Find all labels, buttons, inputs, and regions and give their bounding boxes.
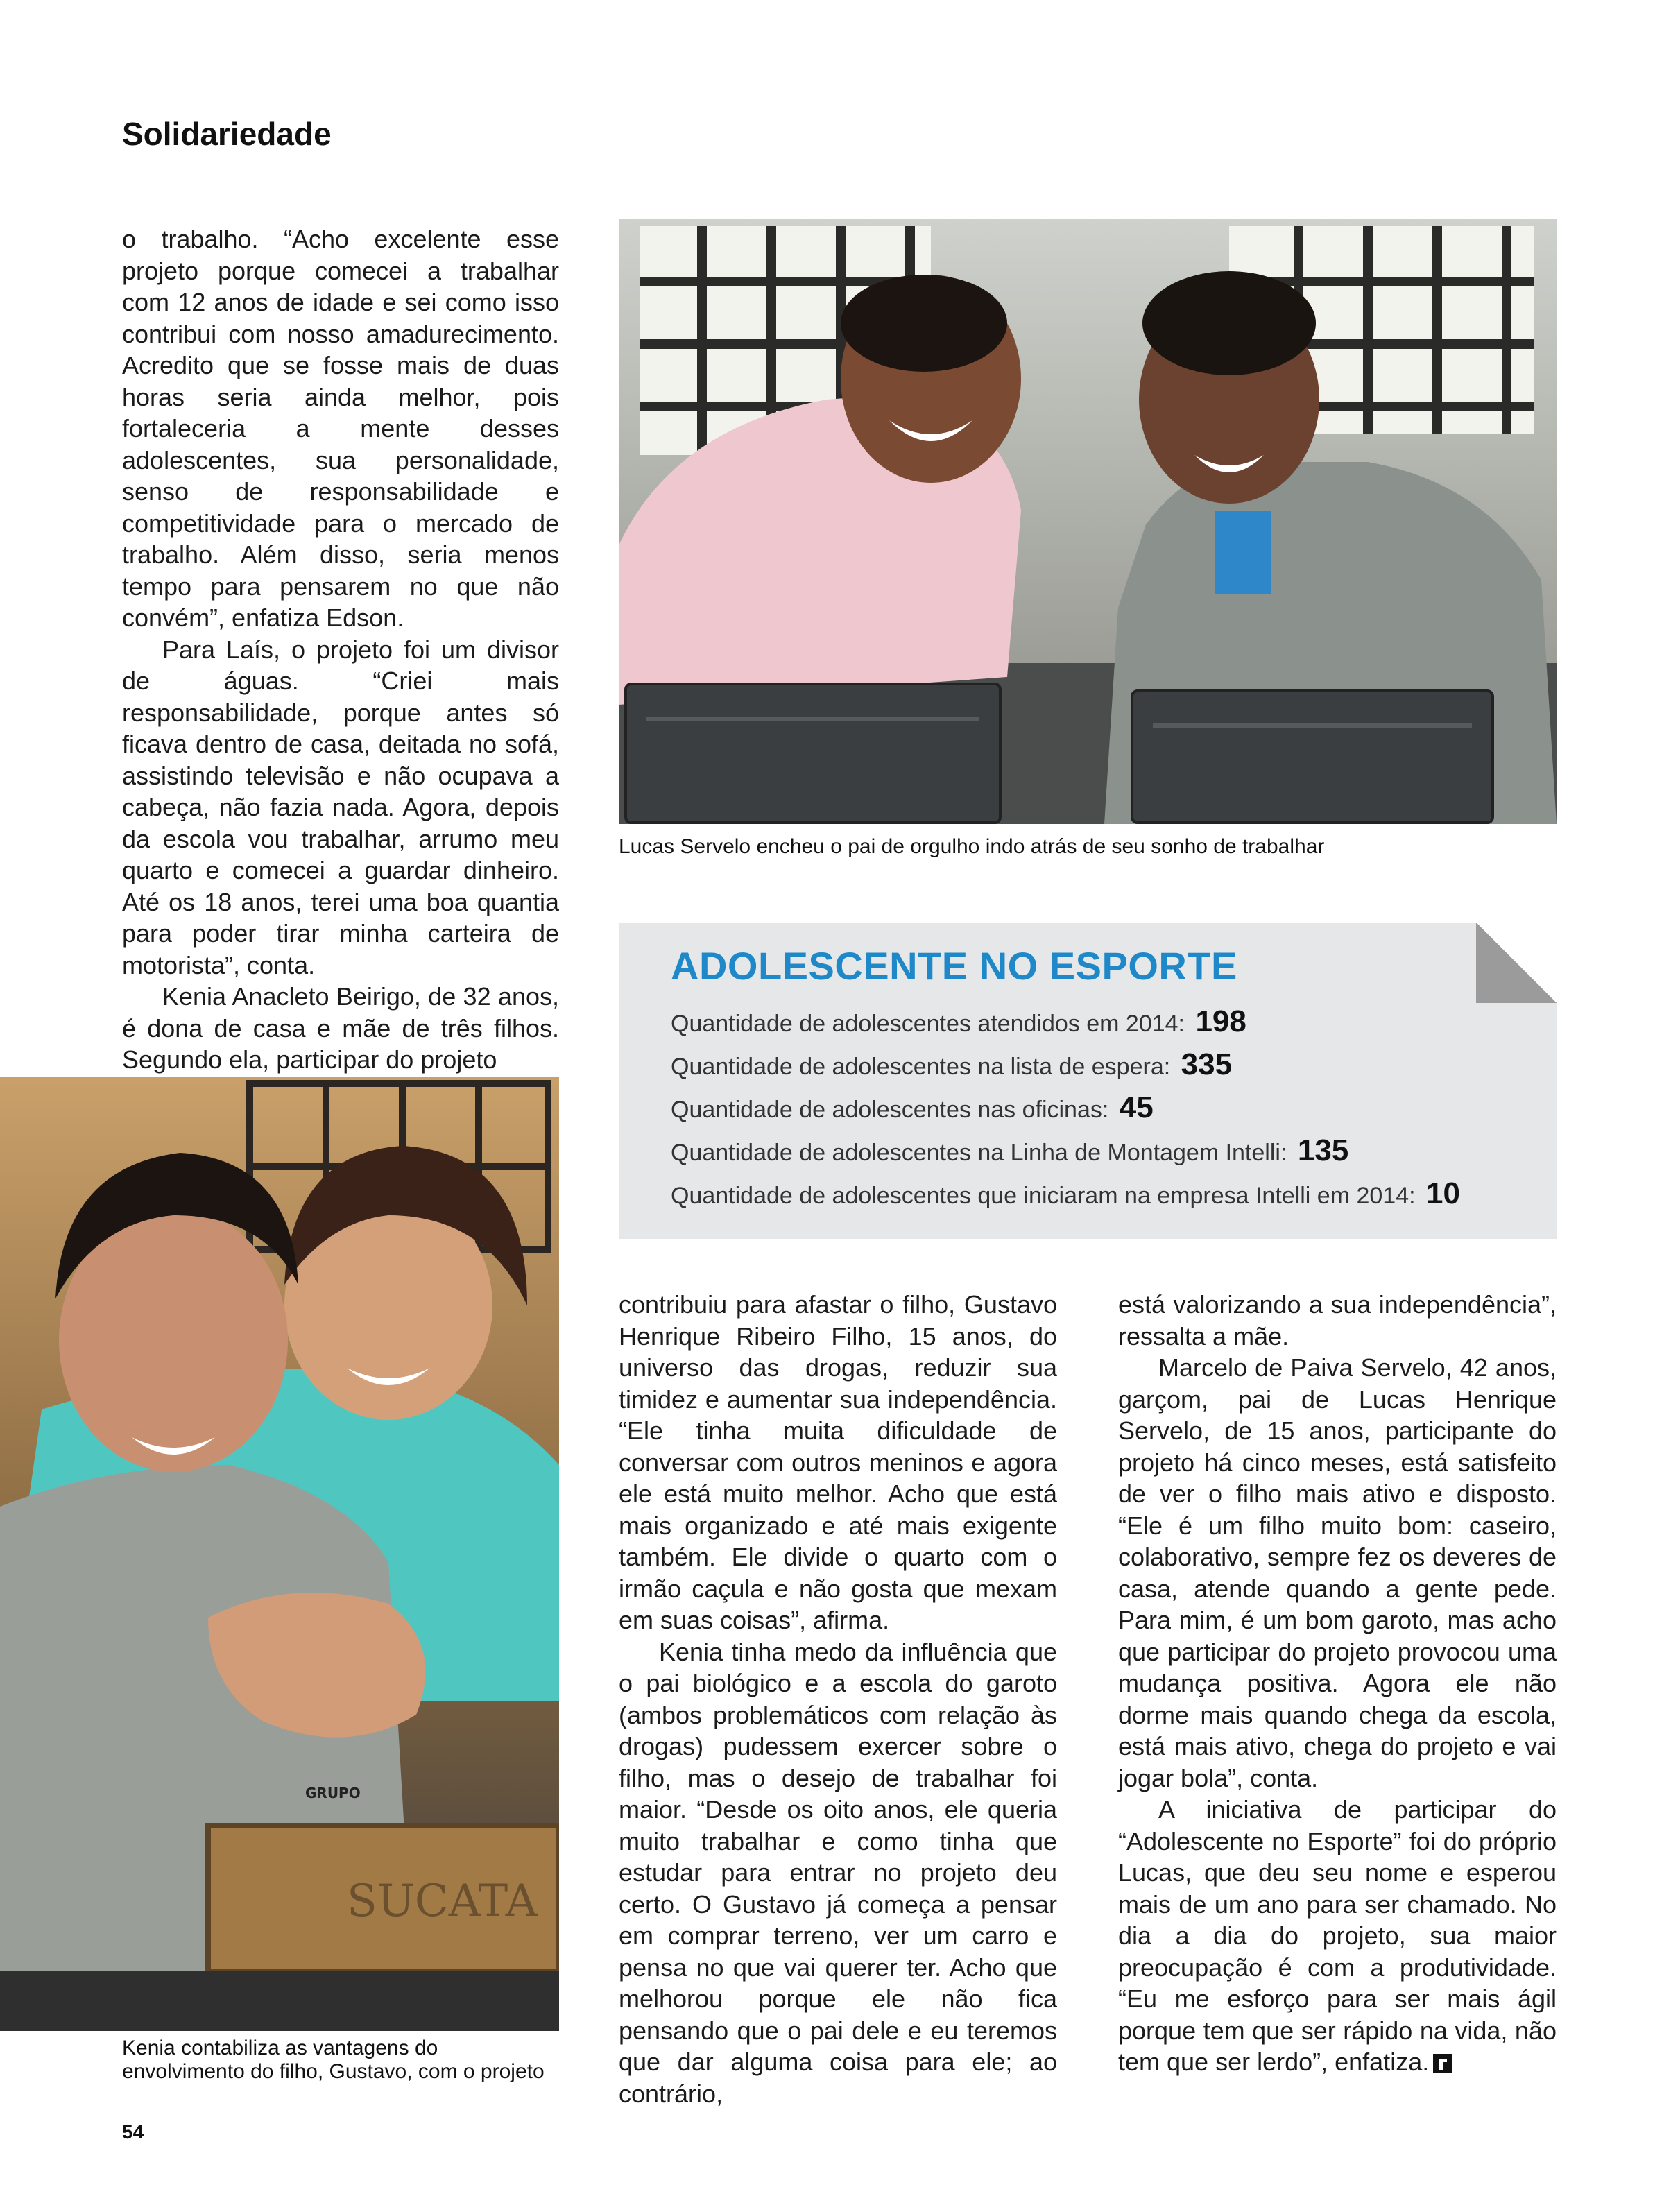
paragraph: Kenia Anacleto Beirigo, de 32 anos, é dona de casa e mãe de três filhos. Segundo ela, participar do projeto xyxy=(122,982,559,1074)
shirt-label-text: GRUPO xyxy=(305,1785,361,1801)
page-fold-corner xyxy=(1476,923,1557,1003)
photo-caption-left: Kenia contabiliza as vantagens do envolvimento do filho, Gustavo, com o projeto xyxy=(122,2037,545,2083)
paragraph: A iniciativa de participar do “Adolescente no Esporte” foi do próprio Lucas, que deu seu nome e esperou mais de um ano para ser chamado. No dia a dia do projeto, sua maior preocupação é com a produtividade. “Eu me esforço para ser mais ágil porque tem que ser rápido na vida, não tem que ser lerdo”, enfatiza. xyxy=(1118,1795,1557,2076)
box-label-text: SUCATA xyxy=(347,1876,538,1927)
photo-caption-top: Lucas Servelo encheu o pai de orgulho indo atrás de seu sonho de trabalhar xyxy=(619,835,1325,858)
paragraph: contribuiu para afastar o filho, Gustavo Henrique Ribeiro Filho, 15 anos, do universo das drogas, reduzir sua timidez e aumentar sua independência. “Ele tinha muita dificuldade de conversar com outros meninos e agora ele está muito melhor. Acho que está mais organizado e até mais exigente também. Ele divide o quarto com o irmão caçula e não gosta que mexam em suas coisas”, afirma. xyxy=(619,1290,1057,1634)
stats-box xyxy=(619,923,1557,1239)
paragraph: o trabalho. “Acho excelente esse projeto porque comecei a trabalhar com 12 anos de idade e sei como isso contribui com nosso amadurecimento. Acredito que se fosse mais de duas horas seria ainda melhor, pois fortaleceria a mente desses adolescentes, sua personalidade, senso de responsabilidade e competitividade para o mercado de trabalho. Além disso, seria menos tempo para pensarem no que não convém”, enfatiza Edson. xyxy=(122,225,559,632)
article-column-middle xyxy=(619,1289,1057,2109)
stat-value: 45 xyxy=(1119,1090,1154,1124)
stat-row: Quantidade de adolescentes atendidos em 2014: 198 xyxy=(671,1004,1246,1038)
article-column-left xyxy=(122,223,559,1076)
stat-value: 135 xyxy=(1297,1133,1349,1167)
stat-value: 198 xyxy=(1195,1004,1246,1038)
stats-title: ADOLESCENTE NO ESPORTE xyxy=(671,944,1237,988)
stat-row: Quantidade de adolescentes na Linha de Montagem Intelli: 135 xyxy=(671,1133,1349,1167)
paragraph: está valorizando a sua independência”, ressalta a mãe. xyxy=(1118,1290,1557,1351)
stat-row: Quantidade de adolescentes na lista de espera: 335 xyxy=(671,1047,1233,1081)
paragraph: Para Laís, o projeto foi um divisor de águas. “Criei mais responsabilidade, porque antes só ficava dentro de casa, deitada no sofá, assistindo televisão e não ocupava a cabeça, não fazia nada. Agora, depois da escola vou trabalhar, arrumo meu quarto e comecei a guardar dinheiro. Até os 18 anos, terei uma boa quantia para poder tirar minha carteira de motorista”, conta. xyxy=(122,635,559,979)
paragraph: Kenia tinha medo da influência que o pai biológico e a escola do garoto (ambos problemáticos com relação às drogas) pudessem exercer sobre o filho, mas o desejo de trabalhar foi maior. “Desde os oito anos, ele queria muito trabalhar e como tinha que estudar para entrar no projeto deu certo. O Gustavo já começa a pensar em comprar terreno, ver um carro e pensa no que vai querer ter. Acho que melhorou porque ele não fica pensando que o pai dele e eu teremos que dar alguma coisa para ele; ao contrário, xyxy=(619,1637,1057,2108)
stat-value: 10 xyxy=(1426,1176,1460,1210)
article-column-right xyxy=(1118,1289,1557,2078)
paragraph: Marcelo de Paiva Servelo, 42 anos, garçom, pai de Lucas Henrique Servelo, de 15 anos, participante do projeto há cinco meses, está satisfeito de ver o filho mais ativo e disposto. “Ele é um filho muito bom: caseiro, colaborativo, sempre fez os deveres de casa, atende quando a gente pede. Para mim, é um bom garoto, mas acho que participar do projeto provocou uma mudança positiva. Agora ele não dorme mais quando chega da escola, está mais ativo, chega do projeto e vai jogar bola”, conta. xyxy=(1118,1353,1557,1792)
photo-father-son xyxy=(619,219,1557,824)
end-of-article-icon xyxy=(1433,2054,1452,2073)
section-title: Solidariedade xyxy=(122,116,332,152)
stat-value: 335 xyxy=(1181,1047,1233,1081)
photo-mother-son xyxy=(0,1077,559,2031)
stat-row: Quantidade de adolescentes que iniciaram na empresa Intelli em 2014: 10 xyxy=(671,1176,1460,1210)
page-number: 54 xyxy=(122,2121,144,2143)
stat-row: Quantidade de adolescentes nas oficinas: 45 xyxy=(671,1090,1154,1124)
